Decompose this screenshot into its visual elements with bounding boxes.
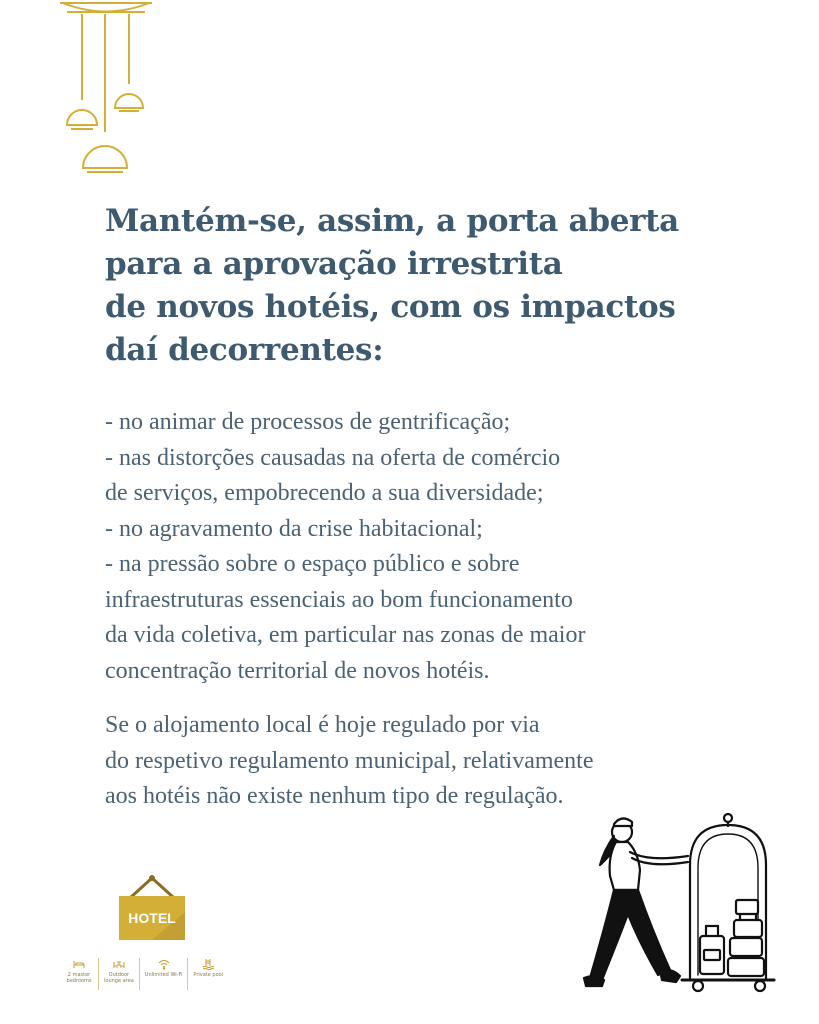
bed-icon bbox=[73, 958, 85, 970]
list-item-line: - na pressão sobre o espaço público e sobre bbox=[105, 551, 520, 577]
list-item-line: da vida coletiva, em particular nas zonas de maior bbox=[105, 622, 586, 648]
hotel-sign-text: HOTEL bbox=[128, 910, 176, 926]
amenity-label: Outdoor lounge area bbox=[104, 972, 134, 984]
list-item bbox=[105, 547, 745, 689]
list-item-line: infraestruturas essenciais ao bom funcionamento bbox=[105, 586, 573, 613]
amenity-bedrooms bbox=[60, 958, 99, 990]
amenity-label: 2 master bedrooms bbox=[66, 972, 92, 984]
headline-line: para a aprovação irrestrita bbox=[105, 246, 563, 282]
list-item-line: de serviços, empobrecendo a sua diversidade; bbox=[105, 480, 544, 506]
amenity-pool bbox=[188, 958, 228, 990]
amenity-lounge bbox=[99, 958, 140, 990]
headline bbox=[105, 200, 725, 372]
list-item-line: - nas distorções causadas na oferta de comércio bbox=[105, 444, 561, 471]
impacts-list bbox=[105, 405, 745, 689]
pool-icon bbox=[202, 958, 214, 970]
headline-line: daí decorrentes: bbox=[105, 332, 384, 368]
closing-paragraph bbox=[105, 708, 745, 815]
list-item-line: - no agravamento da crise habitacional; bbox=[105, 515, 483, 542]
bellhop-luggage-cart-icon bbox=[578, 810, 788, 995]
hanging-hotel-sign-icon bbox=[116, 872, 188, 944]
list-item-line: concentração territorial de novos hotéis. bbox=[105, 657, 490, 684]
closing-line: do respetivo regulamento municipal, relativamente bbox=[105, 747, 594, 774]
closing-line: aos hotéis não existe nenhum tipo de regulação. bbox=[105, 783, 564, 809]
amenity-label: Unlimited Wi-Fi bbox=[144, 972, 183, 978]
headline-line: de novos hotéis, com os impactos bbox=[105, 289, 676, 325]
amenities-strip bbox=[60, 958, 228, 992]
list-item bbox=[105, 512, 745, 548]
headline-line: Mantém-se, assim, a porta aberta bbox=[105, 203, 679, 239]
list-item bbox=[105, 441, 745, 512]
list-item bbox=[105, 405, 745, 441]
list-item-line: - no animar de processos de gentrificação; bbox=[105, 409, 511, 435]
closing-line: Se o alojamento local é hoje regulado por via bbox=[105, 712, 540, 738]
wifi-icon bbox=[158, 958, 170, 970]
pendant-lamps-icon bbox=[55, 0, 165, 180]
amenity-wifi bbox=[140, 958, 189, 990]
lounge-icon bbox=[113, 958, 125, 970]
amenity-label: Private pool bbox=[193, 972, 224, 978]
